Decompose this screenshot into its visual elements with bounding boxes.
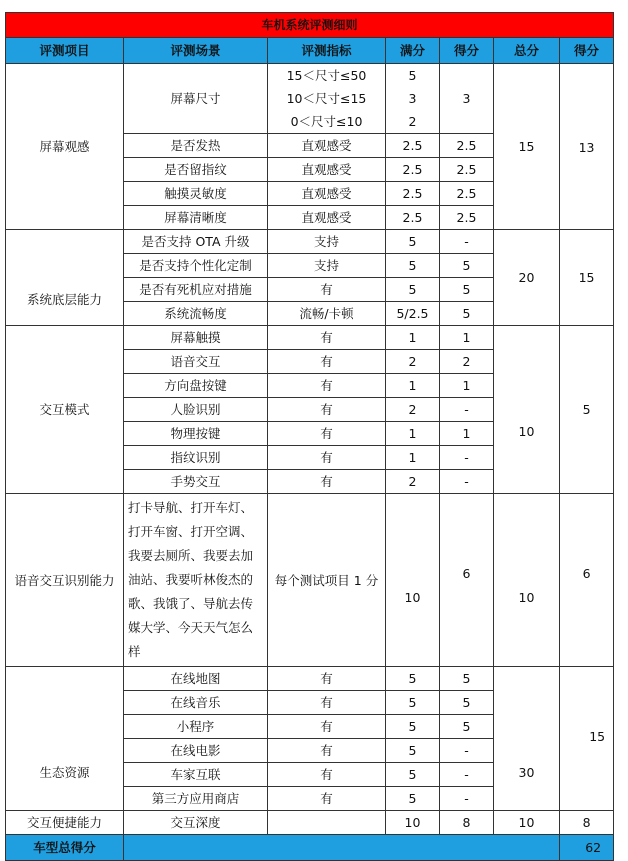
full-cell: 1	[386, 326, 440, 350]
score-total-ecosystem: 15	[560, 667, 614, 811]
metric-cell: 有	[268, 446, 386, 470]
scene-cell: 指纹识别	[124, 446, 268, 470]
metric-cell: 有	[268, 422, 386, 446]
total-system: 20	[494, 230, 560, 326]
scene-cell: 是否支持个性化定制	[124, 254, 268, 278]
scene-cell: 车家互联	[124, 763, 268, 787]
metric-cell: 有	[268, 691, 386, 715]
full-cell: 5	[386, 254, 440, 278]
score-cell: 2.5	[440, 158, 494, 182]
metric-cell: 支持	[268, 230, 386, 254]
score-total-system: 15	[560, 230, 614, 326]
scene-cell: 小程序	[124, 715, 268, 739]
size-full: 2	[408, 114, 417, 129]
score-cell: 1	[440, 422, 494, 446]
full-cell: 5	[386, 230, 440, 254]
score-cell: 2.5	[440, 134, 494, 158]
full-size	[386, 64, 440, 134]
score-cell: 5	[440, 278, 494, 302]
score-total-voice: 6	[560, 494, 614, 667]
score-cell: 1	[440, 374, 494, 398]
full-cell: 2.5	[386, 182, 440, 206]
full-cell: 2.5	[386, 158, 440, 182]
score-total-convenience: 8	[560, 811, 614, 835]
full-cell: 1	[386, 446, 440, 470]
metric-cell: 有	[268, 398, 386, 422]
metric-cell: 直观感受	[268, 158, 386, 182]
metric-voice: 每个测试项目 1 分	[268, 494, 386, 667]
full-cell: 2	[386, 398, 440, 422]
scene-screen-size: 屏幕尺寸	[124, 64, 268, 134]
size-range: 0＜尺寸≤10	[290, 114, 363, 129]
category-ecosystem: 生态资源	[6, 667, 124, 811]
metric-cell: 有	[268, 787, 386, 811]
metric-size-ranges	[268, 64, 386, 134]
score-total-screen: 13	[560, 64, 614, 230]
score-cell: 5	[440, 254, 494, 278]
evaluation-table	[5, 12, 614, 861]
scene-cell: 屏幕清晰度	[124, 206, 268, 230]
metric-cell: 有	[268, 763, 386, 787]
footer-total: 62	[560, 835, 614, 861]
full-cell: 5	[386, 691, 440, 715]
size-full: 5	[408, 68, 417, 83]
size-range: 10＜尺寸≤15	[286, 91, 367, 106]
header-total: 总分	[494, 38, 560, 64]
scene-cell: 是否支持 OTA 升级	[124, 230, 268, 254]
scene-cell: 是否留指纹	[124, 158, 268, 182]
scene-cell: 系统流畅度	[124, 302, 268, 326]
score-cell: -	[440, 763, 494, 787]
score-total-interaction: 5	[560, 326, 614, 494]
score-cell: 5	[440, 667, 494, 691]
scene-cell: 物理按键	[124, 422, 268, 446]
header-metric: 评测指标	[268, 38, 386, 64]
full-cell: 1	[386, 422, 440, 446]
score-cell: -	[440, 398, 494, 422]
full-cell: 5	[386, 278, 440, 302]
table-title: 车机系统评测细则	[6, 13, 614, 38]
metric-cell: 有	[268, 667, 386, 691]
metric-cell: 直观感受	[268, 182, 386, 206]
total-interaction: 10	[494, 326, 560, 494]
size-range: 15＜尺寸≤50	[286, 68, 367, 83]
metric-cell: 流畅/卡顿	[268, 302, 386, 326]
score-cell: 5	[440, 302, 494, 326]
score-convenience: 8	[440, 811, 494, 835]
scene-cell: 在线音乐	[124, 691, 268, 715]
score-cell: 5	[440, 691, 494, 715]
metric-cell: 有	[268, 739, 386, 763]
header-category: 评测项目	[6, 38, 124, 64]
scene-voice-commands: 打卡导航、打开车灯、打开车窗、打开空调、我要去厕所、我要去加油站、我要听林俊杰的歌、我饿了、导航去传媒大学、今天天气怎么样	[124, 494, 268, 667]
metric-cell: 有	[268, 715, 386, 739]
full-cell: 1	[386, 374, 440, 398]
header-scene: 评测场景	[124, 38, 268, 64]
full-cell: 2	[386, 350, 440, 374]
full-cell: 5	[386, 787, 440, 811]
metric-cell: 有	[268, 350, 386, 374]
scene-cell: 语音交互	[124, 350, 268, 374]
score-cell: 2.5	[440, 182, 494, 206]
category-screen: 屏幕观感	[6, 64, 124, 230]
footer-label: 车型总得分	[6, 835, 124, 861]
category-voice: 语音交互识别能力	[6, 494, 124, 667]
header-full-score: 满分	[386, 38, 440, 64]
score-cell: 5	[440, 715, 494, 739]
full-convenience: 10	[386, 811, 440, 835]
metric-cell: 有	[268, 326, 386, 350]
score-cell: -	[440, 230, 494, 254]
metric-cell: 直观感受	[268, 206, 386, 230]
metric-cell: 有	[268, 470, 386, 494]
full-cell: 5	[386, 715, 440, 739]
score-voice: 6	[440, 494, 494, 667]
scene-cell: 触摸灵敏度	[124, 182, 268, 206]
category-interaction: 交互模式	[6, 326, 124, 494]
metric-cell: 支持	[268, 254, 386, 278]
metric-cell: 有	[268, 374, 386, 398]
scene-cell: 是否有死机应对措施	[124, 278, 268, 302]
footer-spacer	[124, 835, 560, 861]
full-cell: 5	[386, 667, 440, 691]
full-cell: 2.5	[386, 206, 440, 230]
metric-convenience	[268, 811, 386, 835]
full-cell: 5	[386, 739, 440, 763]
total-convenience: 10	[494, 811, 560, 835]
metric-cell: 直观感受	[268, 134, 386, 158]
scene-cell: 第三方应用商店	[124, 787, 268, 811]
full-cell: 5/2.5	[386, 302, 440, 326]
full-cell: 5	[386, 763, 440, 787]
size-full: 3	[408, 91, 417, 106]
category-system: 系统底层能力	[6, 230, 124, 326]
score-cell: -	[440, 739, 494, 763]
score-cell: -	[440, 446, 494, 470]
score-size: 3	[440, 64, 494, 134]
total-ecosystem: 30	[494, 667, 560, 811]
full-cell: 2	[386, 470, 440, 494]
score-cell: -	[440, 470, 494, 494]
total-voice: 10	[494, 494, 560, 667]
scene-convenience: 交互深度	[124, 811, 268, 835]
full-voice: 10	[386, 494, 440, 667]
scene-cell: 人脸识别	[124, 398, 268, 422]
scene-cell: 是否发热	[124, 134, 268, 158]
scene-cell: 屏幕触摸	[124, 326, 268, 350]
metric-cell: 有	[268, 278, 386, 302]
full-cell: 2.5	[386, 134, 440, 158]
scene-cell: 在线地图	[124, 667, 268, 691]
scene-cell: 方向盘按键	[124, 374, 268, 398]
header-score: 得分	[440, 38, 494, 64]
score-cell: 2.5	[440, 206, 494, 230]
scene-cell: 在线电影	[124, 739, 268, 763]
score-cell: -	[440, 787, 494, 811]
total-screen: 15	[494, 64, 560, 230]
score-cell: 2	[440, 350, 494, 374]
header-total-score: 得分	[560, 38, 614, 64]
score-cell: 1	[440, 326, 494, 350]
category-convenience: 交互便捷能力	[6, 811, 124, 835]
scene-cell: 手势交互	[124, 470, 268, 494]
